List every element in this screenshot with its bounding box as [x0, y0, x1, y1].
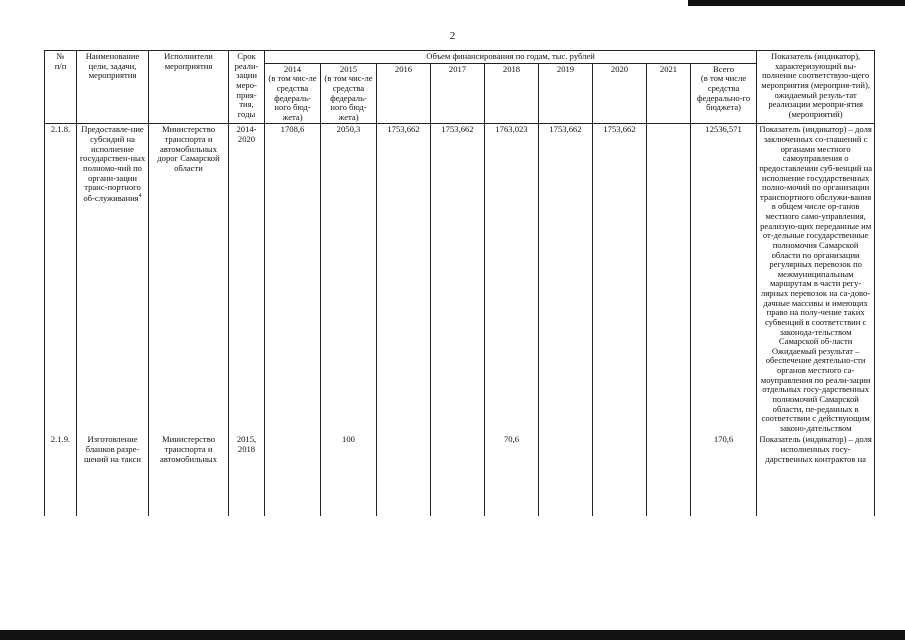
- header-num: № п/п: [45, 51, 77, 124]
- value-2016: 1753,662: [377, 124, 431, 435]
- header-name: Наименование цели, задачи, мероприятия: [77, 51, 149, 124]
- header-funding: Объем финансирования по годам, тыс. рублей: [265, 51, 757, 64]
- top-border-bar: [688, 0, 905, 6]
- header-year-2017: 2017: [431, 63, 485, 124]
- value-2017: 1753,662: [431, 124, 485, 435]
- bottom-border-bar: [0, 630, 905, 640]
- row-term: 2014- 2020: [229, 124, 265, 435]
- value-total: 170,6: [691, 434, 757, 516]
- header-year-2015: 2015 (в том чис-ле средства федераль-ного бюд-жета): [321, 63, 377, 124]
- header-term: Срок реали-зации меро-прия-тия, годы: [229, 51, 265, 124]
- row-name: Предоставле-ние субсидий на исполнение государствен-ных полномо-чий по органи-зации транс-портного об-служивания$^4$: [77, 124, 149, 435]
- value-2021: [647, 434, 691, 516]
- header-row-1: [45, 51, 875, 64]
- row-number: 2.1.8.: [45, 124, 77, 435]
- row-number: 2.1.9.: [45, 434, 77, 516]
- header-indicator: Показатель (индикатор), характеризующий вы-полнение соответствую-щего мероприятия (мероприя-тий), ожидаемый резуль-тат реализации меропри-ятия (мероприятий): [757, 51, 875, 124]
- row-term: 2015, 2018: [229, 434, 265, 516]
- header-executors: Исполнители мероприятия: [149, 51, 229, 124]
- value-2018: 70,6: [485, 434, 539, 516]
- funding-table: [44, 50, 875, 516]
- header-total: Всего (в том числе средства федерально-го бюджета): [691, 63, 757, 124]
- table-row: [45, 434, 875, 516]
- row-executor: Министерство транспорта и автомобильных дорог Самарской области: [149, 124, 229, 435]
- table-row: [45, 124, 875, 435]
- row-executor: Министерство транспорта и автомобильных: [149, 434, 229, 516]
- page-number: 2: [449, 30, 456, 42]
- value-2014: [265, 434, 321, 516]
- header-year-2020: 2020: [593, 63, 647, 124]
- value-2021: [647, 124, 691, 435]
- value-2020: 1753,662: [593, 124, 647, 435]
- footnote-mark: 4: [138, 192, 142, 199]
- row-name: Изготовление бланков разре-шений на такси: [77, 434, 149, 516]
- header-year-2016: 2016: [377, 63, 431, 124]
- value-2015: 2050,3: [321, 124, 377, 435]
- value-2014: 1708,6: [265, 124, 321, 435]
- row-indicator: Показатель (индикатор) – доля исполненных госу-дарственных контрактов на: [757, 434, 875, 516]
- value-2015: 100: [321, 434, 377, 516]
- row-indicator: Показатель (индикатор) – доля заключенных со-глашений с органами местного самоуправления о предоставлении суб-венций на исполнение государственных полно-мочий по организации транспортного обслужи-вания в общем числе ор-ганов местного само-управления, реализую-щих переданные им от-дельные государственные полномочия Самарской области по организации регулярных перевозок по межмуниципальным маршрутам в части регу-лярных перевозок на са-дово-дачные массивы и имеющих право на полу-чение таких субвенций в соответствии с законода-тельством Самарской об-ласти Ожидаемый результат – обеспечение деятельно-сти органов местного са-моуправления по реали-зации отдельных госу-дарственных полномочий Самарской области, пе-реданных в соответствии с действующим законо-дательством: [757, 124, 875, 435]
- header-year-2019: 2019: [539, 63, 593, 124]
- header-year-2021: 2021: [647, 63, 691, 124]
- header-year-2014: 2014 (в том чис-ле средства федераль-ного бюд-жета): [265, 63, 321, 124]
- value-2019: [539, 434, 593, 516]
- value-2018: 1763,023: [485, 124, 539, 435]
- value-total: 12536,571: [691, 124, 757, 435]
- value-2017: [431, 434, 485, 516]
- header-year-2018: 2018: [485, 63, 539, 124]
- value-2020: [593, 434, 647, 516]
- value-2019: 1753,662: [539, 124, 593, 435]
- value-2016: [377, 434, 431, 516]
